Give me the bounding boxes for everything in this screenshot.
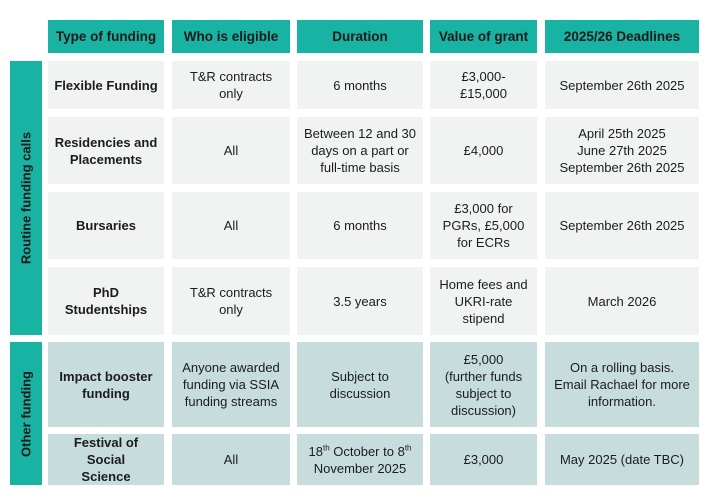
cell-text: All <box>223 218 239 233</box>
cell-text: Flexible Funding <box>54 77 158 93</box>
cell-line: Impact booster <box>59 368 153 384</box>
cell-text <box>65 284 147 318</box>
table-row-6-type <box>48 434 164 485</box>
header-label: Value of grant <box>438 29 529 44</box>
cell-line: £5,000 <box>463 351 504 367</box>
cell-line: Email Rachael for more <box>554 377 690 392</box>
cell-line: T&R contracts <box>189 69 273 84</box>
cell-line: Science <box>81 469 131 484</box>
cell-text: Bursaries <box>76 218 136 233</box>
table-row-5-eligible <box>172 342 290 427</box>
table-row-4-duration <box>297 267 423 335</box>
table-row-3-duration <box>297 192 423 259</box>
table-row-1-eligible <box>172 61 290 109</box>
cell-line: information. <box>588 394 656 409</box>
cell-line: June 27th 2025 <box>577 143 667 158</box>
cell-text <box>54 434 158 485</box>
header-label: Type of funding <box>55 29 157 44</box>
table-row-4-eligible <box>172 267 290 335</box>
cell-text <box>554 359 690 410</box>
cell-line: £15,000 <box>460 86 507 101</box>
cell-text <box>330 368 391 402</box>
table-row-2-type <box>48 117 164 184</box>
cell-text: 3.5 years <box>333 293 387 309</box>
cell-line: Between 12 and 30 <box>303 126 417 141</box>
cell-line: PGRs, £5,000 <box>442 218 525 233</box>
cell-text: September 26th 2025 <box>559 218 685 233</box>
cell-line: for ECRs <box>457 235 510 250</box>
cell-line: funding via SSIA <box>182 377 280 392</box>
cell-line: only <box>219 86 243 101</box>
cell-text: March 2026 <box>587 293 657 309</box>
table-row-6-deadline <box>545 434 699 485</box>
cell-line: PhD <box>93 285 119 300</box>
header-who-is-eligible <box>172 20 290 53</box>
cell-line: discussion) <box>450 402 516 418</box>
table-row-2-duration <box>297 117 423 184</box>
cell-line: On a rolling basis. <box>569 360 675 375</box>
group-label: Other funding <box>18 370 34 457</box>
cell-text <box>59 368 152 402</box>
cell-text <box>304 125 416 176</box>
table-row-4-type <box>48 267 164 335</box>
cell-line: Festival of Social <box>73 435 139 467</box>
table-row-1-duration <box>297 61 423 109</box>
cell-text <box>55 134 158 168</box>
table-row-6-eligible <box>172 434 290 485</box>
cell-line: (further funds <box>444 368 523 384</box>
cell-line: only <box>219 302 243 317</box>
table-row-5-value <box>430 342 537 427</box>
cell-text: 6 months <box>333 218 387 233</box>
cell-text <box>439 276 527 327</box>
cell-line: £3,000 for <box>454 201 513 216</box>
table-row-3-type <box>48 192 164 259</box>
table-row-5-type <box>48 342 164 427</box>
table-row-5-duration <box>297 342 423 427</box>
cell-line: £3,000- <box>461 69 506 84</box>
table-row-3-value <box>430 192 537 259</box>
header-type-of-funding <box>48 20 164 53</box>
cell-line: discussion <box>329 385 391 401</box>
cell-line: Residencies and <box>54 134 158 150</box>
cell-text <box>559 125 684 176</box>
cell-text <box>182 359 280 410</box>
header-deadlines <box>545 20 699 53</box>
table-row-6-value <box>430 434 537 485</box>
cell-fragment: 18 <box>308 443 323 459</box>
table-row-5-deadline <box>545 342 699 427</box>
cell-line: September 26th 2025 <box>559 160 685 175</box>
group-routine-funding-calls <box>10 61 42 335</box>
table-row-2-eligible <box>172 117 290 184</box>
cell-text: All <box>223 143 239 158</box>
cell-text <box>309 443 412 477</box>
cell-line: April 25th 2025 <box>578 126 666 141</box>
table-row-1-deadline <box>545 61 699 109</box>
cell-text <box>190 284 272 318</box>
cell-text <box>460 68 507 102</box>
cell-text: September 26th 2025 <box>559 77 685 93</box>
cell-text: All <box>223 452 239 467</box>
cell-text: £3,000 <box>463 452 504 467</box>
header-label: Who is eligible <box>183 29 279 44</box>
header-value-of-grant <box>430 20 537 53</box>
cell-fragment: October to 8 <box>329 443 405 459</box>
cell-text: 6 months <box>333 77 387 93</box>
header-duration <box>297 20 423 53</box>
cell-line: stipend <box>462 310 505 326</box>
cell-text <box>445 351 522 419</box>
cell-line: funding streams <box>184 394 278 409</box>
cell-line: UKRI-rate <box>454 293 513 309</box>
cell-line: Placements <box>69 151 143 167</box>
cell-line: funding <box>82 385 130 401</box>
table-row-4-deadline <box>545 267 699 335</box>
cell-line: subject to <box>455 385 512 401</box>
cell-line: Anyone awarded <box>182 360 280 375</box>
ordinal-suffix: th <box>404 443 412 453</box>
table-row-3-deadline <box>545 192 699 259</box>
group-label: Routine funding calls <box>18 131 34 265</box>
table-row-2-deadline <box>545 117 699 184</box>
table-row-1-value <box>430 61 537 109</box>
table-row-3-eligible <box>172 192 290 259</box>
cell-text <box>190 68 272 102</box>
cell-text: £4,000 <box>463 143 504 158</box>
table-row-4-value <box>430 267 537 335</box>
header-label: Duration <box>332 29 388 44</box>
table-row-6-duration <box>297 434 423 485</box>
cell-text <box>443 200 525 251</box>
cell-line: T&R contracts <box>189 285 273 300</box>
cell-line: Home fees and <box>439 276 528 292</box>
cell-line: Subject to <box>331 368 389 384</box>
ordinal-suffix: th <box>322 443 330 453</box>
table-row-1-type <box>48 61 164 109</box>
group-other-funding <box>10 342 42 485</box>
cell-line: full-time basis <box>320 160 400 175</box>
header-label: 2025/26 Deadlines <box>563 29 681 44</box>
cell-line <box>309 443 412 460</box>
cell-line: days on a part or <box>311 143 409 158</box>
cell-text: May 2025 (date TBC) <box>559 452 685 467</box>
cell-line: Studentships <box>64 302 148 317</box>
cell-line: November 2025 <box>313 460 407 476</box>
table-row-2-value <box>430 117 537 184</box>
